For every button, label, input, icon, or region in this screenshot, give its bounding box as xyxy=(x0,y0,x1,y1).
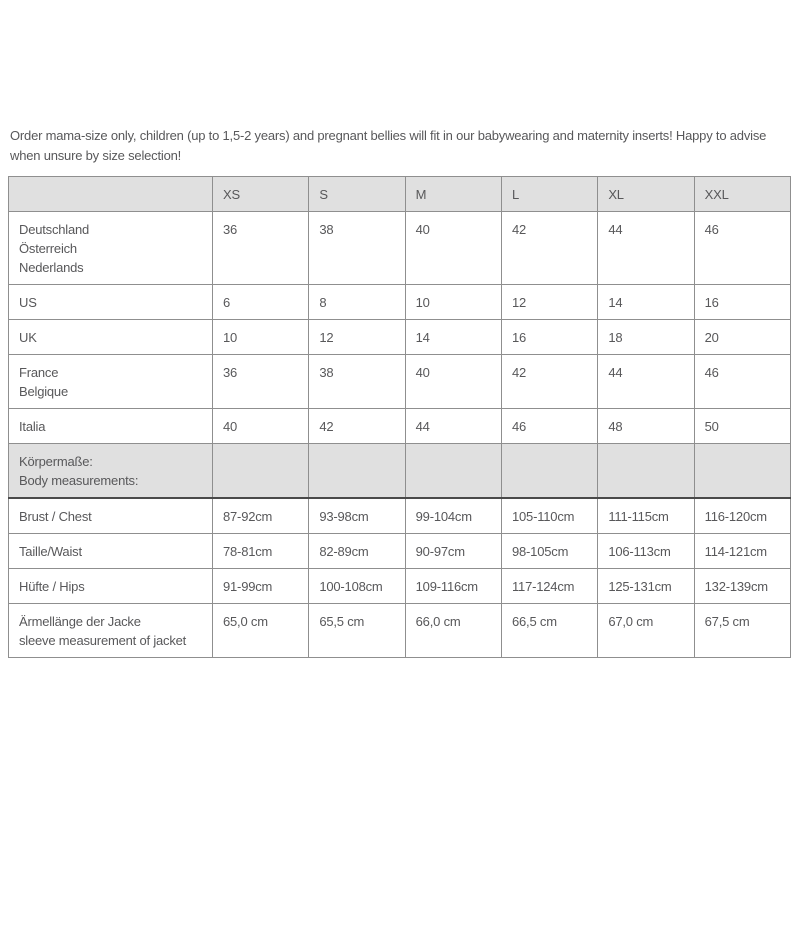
value-cell: 6 xyxy=(213,285,309,320)
row-label-line: Nederlands xyxy=(19,260,84,275)
value-cell: 65,5 cm xyxy=(309,604,405,658)
row-label-line: Taille/Waist xyxy=(19,544,82,559)
value-cell: 117-124cm xyxy=(501,569,597,604)
value-cell: 14 xyxy=(598,285,694,320)
value-cell: 10 xyxy=(213,320,309,355)
size-chart-header xyxy=(9,177,791,212)
value-cell: 18 xyxy=(598,320,694,355)
value-cell: 16 xyxy=(694,285,790,320)
value-cell: 42 xyxy=(501,212,597,285)
value-cell: 100-108cm xyxy=(309,569,405,604)
value-cell: 114-121cm xyxy=(694,534,790,569)
value-cell xyxy=(309,444,405,499)
size-column-header: S xyxy=(309,177,405,212)
value-cell: 90-97cm xyxy=(405,534,501,569)
size-guide-page xyxy=(0,126,800,658)
value-cell: 66,5 cm xyxy=(501,604,597,658)
table-row xyxy=(9,534,791,569)
value-cell: 36 xyxy=(213,212,309,285)
value-cell: 67,5 cm xyxy=(694,604,790,658)
value-cell: 82-89cm xyxy=(309,534,405,569)
value-cell: 46 xyxy=(501,409,597,444)
row-label-cell xyxy=(9,285,213,320)
value-cell: 66,0 cm xyxy=(405,604,501,658)
size-column-header: M xyxy=(405,177,501,212)
value-cell: 105-110cm xyxy=(501,498,597,534)
table-row xyxy=(9,409,791,444)
row-label-cell xyxy=(9,534,213,569)
row-label-line: Belgique xyxy=(19,384,68,399)
row-label-line: US xyxy=(19,295,37,310)
size-column-header: XL xyxy=(598,177,694,212)
value-cell: 91-99cm xyxy=(213,569,309,604)
value-cell xyxy=(694,444,790,499)
table-row xyxy=(9,604,791,658)
row-label-cell xyxy=(9,409,213,444)
value-cell: 12 xyxy=(309,320,405,355)
header-row xyxy=(9,177,791,212)
value-cell: 16 xyxy=(501,320,597,355)
value-cell: 99-104cm xyxy=(405,498,501,534)
value-cell xyxy=(598,444,694,499)
value-cell: 116-120cm xyxy=(694,498,790,534)
value-cell: 44 xyxy=(598,355,694,409)
value-cell: 98-105cm xyxy=(501,534,597,569)
table-row xyxy=(9,355,791,409)
value-cell: 42 xyxy=(501,355,597,409)
table-row xyxy=(9,569,791,604)
value-cell: 38 xyxy=(309,355,405,409)
value-cell xyxy=(213,444,309,499)
row-label-line: Brust / Chest xyxy=(19,509,92,524)
row-label-line: Körpermaße: xyxy=(19,454,93,469)
value-cell: 48 xyxy=(598,409,694,444)
row-label-cell xyxy=(9,212,213,285)
value-cell: 46 xyxy=(694,212,790,285)
value-cell: 44 xyxy=(405,409,501,444)
value-cell: 42 xyxy=(309,409,405,444)
row-label-cell xyxy=(9,444,213,499)
row-label-cell xyxy=(9,498,213,534)
value-cell: 109-116cm xyxy=(405,569,501,604)
value-cell: 40 xyxy=(405,355,501,409)
value-cell: 67,0 cm xyxy=(598,604,694,658)
section-row xyxy=(9,444,791,499)
size-chart-body xyxy=(9,212,791,658)
value-cell: 46 xyxy=(694,355,790,409)
value-cell xyxy=(405,444,501,499)
size-column-header: XXL xyxy=(694,177,790,212)
value-cell: 78-81cm xyxy=(213,534,309,569)
value-cell: 125-131cm xyxy=(598,569,694,604)
value-cell: 87-92cm xyxy=(213,498,309,534)
value-cell: 44 xyxy=(598,212,694,285)
row-label-cell xyxy=(9,355,213,409)
value-cell: 8 xyxy=(309,285,405,320)
value-cell: 93-98cm xyxy=(309,498,405,534)
row-label-line: UK xyxy=(19,330,37,345)
size-column-header: XS xyxy=(213,177,309,212)
row-label-cell xyxy=(9,320,213,355)
value-cell: 40 xyxy=(213,409,309,444)
value-cell: 14 xyxy=(405,320,501,355)
table-row xyxy=(9,320,791,355)
value-cell: 111-115cm xyxy=(598,498,694,534)
value-cell: 20 xyxy=(694,320,790,355)
row-label-line: Body measurements: xyxy=(19,473,139,488)
value-cell: 40 xyxy=(405,212,501,285)
value-cell: 50 xyxy=(694,409,790,444)
row-label-cell xyxy=(9,604,213,658)
value-cell: 65,0 cm xyxy=(213,604,309,658)
row-label-line: Österreich xyxy=(19,241,77,256)
size-column-header: L xyxy=(501,177,597,212)
row-label-line: Hüfte / Hips xyxy=(19,579,85,594)
row-label-line: sleeve measurement of jacket xyxy=(19,633,187,648)
row-label-line: Deutschland xyxy=(19,222,90,237)
table-row xyxy=(9,212,791,285)
value-cell: 12 xyxy=(501,285,597,320)
table-row xyxy=(9,285,791,320)
value-cell: 132-139cm xyxy=(694,569,790,604)
row-label-cell xyxy=(9,569,213,604)
table-row xyxy=(9,498,791,534)
value-cell: 36 xyxy=(213,355,309,409)
intro-text: Order mama-size only, children (up to 1,5-2 years) and pregnant bellies will fit in our babywearing and maternity inserts! Happy to advise when unsure by size selection! xyxy=(10,128,767,163)
size-chart-table xyxy=(8,176,791,658)
value-cell xyxy=(501,444,597,499)
value-cell: 10 xyxy=(405,285,501,320)
corner-header-cell xyxy=(9,177,213,212)
value-cell: 38 xyxy=(309,212,405,285)
row-label-line: Italia xyxy=(19,419,46,434)
row-label-line: Ärmellänge der Jacke xyxy=(19,614,141,629)
row-label-line: France xyxy=(19,365,59,380)
value-cell: 106-113cm xyxy=(598,534,694,569)
